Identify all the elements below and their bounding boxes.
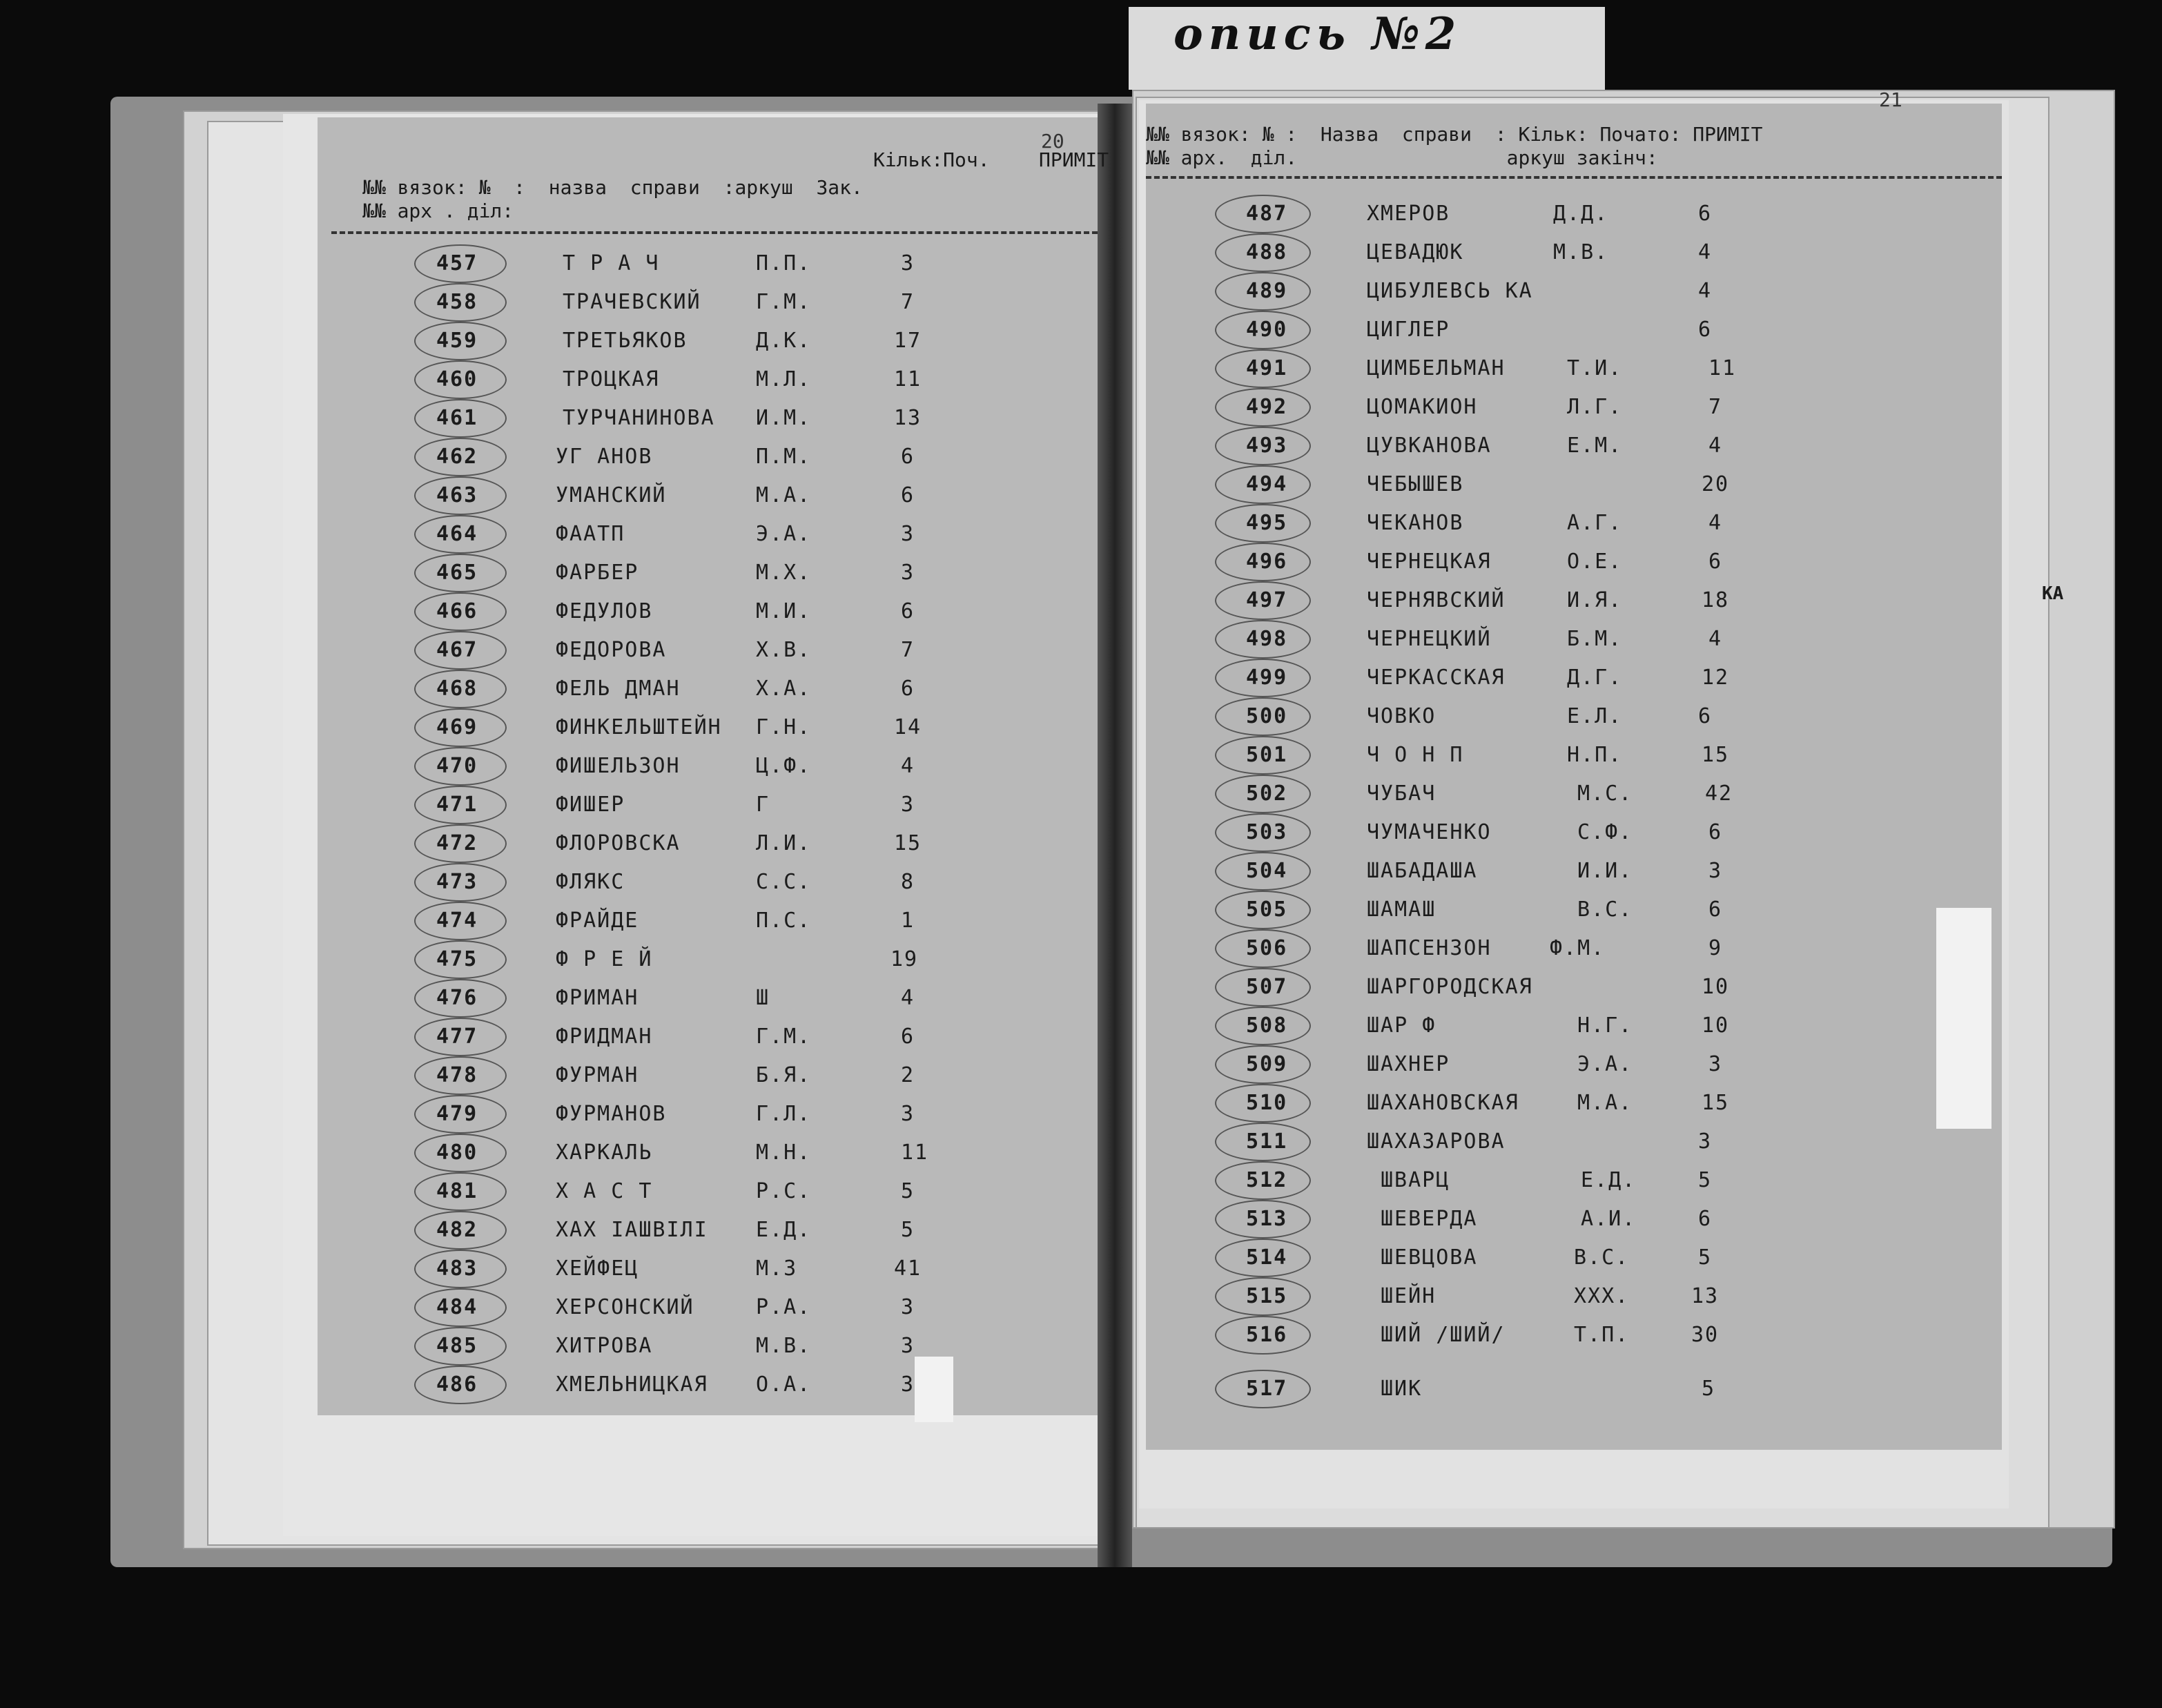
entry-name: ФУРМАН xyxy=(556,1063,639,1087)
entry-name: ШАРГОРОДСКАЯ xyxy=(1367,975,1533,999)
entry-name: ЦИБУЛЕВСЬ КА xyxy=(1367,279,1533,303)
entry-number: 487 xyxy=(1246,202,1288,226)
entry-initials: Ц.Ф. xyxy=(756,754,812,778)
entry-count: 4 xyxy=(1708,511,1723,535)
left-header-line2: №№ арх . діл: xyxy=(362,200,514,222)
entry-count: 10 xyxy=(1702,975,1730,999)
entry-count: 5 xyxy=(1698,1168,1713,1192)
entry-number: 473 xyxy=(436,870,478,894)
entry-number: 504 xyxy=(1246,859,1288,883)
entry-count: 3 xyxy=(1698,1129,1713,1154)
entry-count: 7 xyxy=(901,638,915,662)
entry-number: 509 xyxy=(1246,1052,1288,1076)
entry-initials: П.П. xyxy=(756,251,812,275)
entry-count: 6 xyxy=(1708,820,1723,844)
entry-name: ФУРМАНОВ xyxy=(556,1102,667,1126)
entry-number: 483 xyxy=(436,1256,478,1281)
entry-count: 3 xyxy=(901,1102,915,1126)
entry-number: 485 xyxy=(436,1334,478,1358)
left-page-number: 20 xyxy=(1041,130,1064,153)
entry-name: ТРАЧЕВСКИЙ xyxy=(563,290,701,314)
entry-initials: С.С. xyxy=(756,870,812,894)
entry-name: ФЕДУЛОВ xyxy=(556,599,653,623)
entry-initials: Г.Н. xyxy=(756,715,812,739)
entry-count: 8 xyxy=(901,870,915,894)
entry-name: ФЛОРОВСКА xyxy=(556,831,681,855)
entry-count: 3 xyxy=(901,793,915,817)
entry-count: 3 xyxy=(901,561,915,585)
entry-number: 499 xyxy=(1246,666,1288,690)
entry-name: ТРОЦКАЯ xyxy=(563,367,660,391)
white-sticker-right xyxy=(1936,908,1991,1129)
entry-name: ФИШЕЛЬЗОН xyxy=(556,754,681,778)
entry-count: 6 xyxy=(901,445,915,469)
entry-name: ХЕРСОНСКИЙ xyxy=(556,1295,694,1319)
entry-name: ХАХ ІАШВІЛІ xyxy=(556,1218,708,1242)
entry-initials: Л.И. xyxy=(756,831,812,855)
entry-initials: И.Я. xyxy=(1567,588,1623,612)
entry-name: Х А С Т xyxy=(556,1179,653,1203)
entry-initials: Г.М. xyxy=(756,1025,812,1049)
entry-count: 6 xyxy=(901,483,915,507)
entry-initials: А.И. xyxy=(1581,1207,1637,1231)
entry-initials: Э.А. xyxy=(756,522,812,546)
entry-number: 498 xyxy=(1246,627,1288,651)
entry-name: Ф Р Е Й xyxy=(556,947,653,971)
entry-count: 3 xyxy=(901,251,915,275)
entry-name: УМАНСКИЙ xyxy=(556,483,667,507)
entry-name: ФРИМАН xyxy=(556,986,639,1010)
entry-initials: Е.Л. xyxy=(1567,704,1623,728)
entry-number: 510 xyxy=(1246,1091,1288,1115)
entry-count: 30 xyxy=(1691,1323,1720,1347)
entry-number: 502 xyxy=(1246,782,1288,806)
entry-name: ШАБАДАША xyxy=(1367,859,1478,883)
entry-count: 13 xyxy=(1691,1284,1720,1308)
entry-name: ХМЕЛЬНИЦКАЯ xyxy=(556,1372,708,1397)
entry-count: 41 xyxy=(894,1256,922,1281)
entry-number: 516 xyxy=(1246,1323,1288,1347)
entry-number: 462 xyxy=(436,445,478,469)
entry-number: 495 xyxy=(1246,511,1288,535)
entry-count: 10 xyxy=(1702,1013,1730,1038)
entry-initials: Н.Г. xyxy=(1577,1013,1633,1038)
entry-name: ЧУБАЧ xyxy=(1367,782,1437,806)
entry-initials: О.Е. xyxy=(1567,550,1623,574)
entry-count: 42 xyxy=(1705,782,1733,806)
entry-number: 481 xyxy=(436,1179,478,1203)
entry-number: 505 xyxy=(1246,897,1288,922)
entry-name: ФААТП xyxy=(556,522,625,546)
entry-initials: Д.Г. xyxy=(1567,666,1623,690)
entry-number: 457 xyxy=(436,251,478,275)
entry-number: 459 xyxy=(436,329,478,353)
entry-count: 18 xyxy=(1702,588,1730,612)
entry-name: ЦОМАКИОН xyxy=(1367,395,1478,419)
entry-number: 478 xyxy=(436,1063,478,1087)
entry-name: УГ АНОВ xyxy=(556,445,653,469)
entry-name: ШАХАЗАРОВА xyxy=(1367,1129,1506,1154)
entry-count: 6 xyxy=(901,599,915,623)
entry-initials: Г.М. xyxy=(756,290,812,314)
entry-name: ШАМАШ xyxy=(1367,897,1437,922)
entry-initials: Е.Д. xyxy=(756,1218,812,1242)
entry-initials: Л.Г. xyxy=(1567,395,1623,419)
entry-count: 7 xyxy=(1708,395,1723,419)
entry-count: 4 xyxy=(1698,240,1713,264)
entry-number: 491 xyxy=(1246,356,1288,380)
entry-number: 488 xyxy=(1246,240,1288,264)
entry-number: 496 xyxy=(1246,550,1288,574)
entry-name: ЧЕРНЕЦКАЯ xyxy=(1367,550,1492,574)
entry-initials: Р.С. xyxy=(756,1179,812,1203)
entry-count: 3 xyxy=(901,1372,915,1397)
entry-initials: Э.А. xyxy=(1577,1052,1633,1076)
entry-initials: Г.Л. xyxy=(756,1102,812,1126)
entry-number: 514 xyxy=(1246,1245,1288,1270)
entry-name: ЦУВКАНОВА xyxy=(1367,434,1492,458)
entry-count: 5 xyxy=(1698,1245,1713,1270)
entry-name: ШАР Ф xyxy=(1367,1013,1437,1038)
entry-count: 6 xyxy=(1708,550,1723,574)
entry-count: 3 xyxy=(901,1295,915,1319)
entry-count: 15 xyxy=(1702,1091,1730,1115)
entry-name: ТУРЧАНИНОВА xyxy=(563,406,715,430)
entry-initials: Г xyxy=(756,793,770,817)
entry-name: ШАХАНОВСКАЯ xyxy=(1367,1091,1519,1115)
entry-initials: Б.Я. xyxy=(756,1063,812,1087)
entry-initials: М.А. xyxy=(1577,1091,1633,1115)
entry-count: 7 xyxy=(901,290,915,314)
entry-name: ЧУМАЧЕНКО xyxy=(1367,820,1492,844)
entry-number: 474 xyxy=(436,909,478,933)
entry-name: ЦИГЛЕР xyxy=(1367,318,1450,342)
entry-number: 501 xyxy=(1246,743,1288,767)
entry-initials: С.Ф. xyxy=(1577,820,1633,844)
right-page-number: 21 xyxy=(1879,88,1902,111)
entry-initials: Ш xyxy=(756,986,770,1010)
entry-number: 492 xyxy=(1246,395,1288,419)
entry-name: ХЕЙФЕЦ xyxy=(556,1256,639,1281)
entry-initials: М.Х. xyxy=(756,561,812,585)
entry-number: 512 xyxy=(1246,1168,1288,1192)
entry-initials: М.В. xyxy=(756,1334,812,1358)
entry-name: Ч О Н П xyxy=(1367,743,1464,767)
entry-count: 14 xyxy=(894,715,922,739)
entry-initials: Х.А. xyxy=(756,677,812,701)
right-header-divider xyxy=(1146,176,2002,179)
entry-count: 3 xyxy=(901,1334,915,1358)
entry-number: 476 xyxy=(436,986,478,1010)
entry-number: 482 xyxy=(436,1218,478,1242)
entry-initials: Д.К. xyxy=(756,329,812,353)
entry-name: ФРИДМАН xyxy=(556,1025,653,1049)
entry-name: ФЕЛЬ ДМАН xyxy=(556,677,681,701)
entry-initials: И.М. xyxy=(756,406,812,430)
entry-initials: Т.П. xyxy=(1574,1323,1630,1347)
entry-count: 5 xyxy=(901,1218,915,1242)
entry-number: 490 xyxy=(1246,318,1288,342)
entry-number: 515 xyxy=(1246,1284,1288,1308)
entry-count: 11 xyxy=(901,1141,929,1165)
entry-count: 2 xyxy=(901,1063,915,1087)
entry-initials: М.С. xyxy=(1577,782,1633,806)
entry-name: ЦЕВАДЮК xyxy=(1367,240,1464,264)
entry-initials: Е.Д. xyxy=(1581,1168,1637,1192)
entry-number: 489 xyxy=(1246,279,1288,303)
entry-number: 471 xyxy=(436,793,478,817)
entry-count: 11 xyxy=(894,367,922,391)
entry-name: ФИНКЕЛЬШТЕЙН xyxy=(556,715,722,739)
entry-initials: М.А. xyxy=(756,483,812,507)
entry-count: 13 xyxy=(894,406,922,430)
entry-count: 3 xyxy=(1708,1052,1723,1076)
entry-name: ШАХНЕР xyxy=(1367,1052,1450,1076)
entry-initials: Р.А. xyxy=(756,1295,812,1319)
entry-name: ЧЕРКАССКАЯ xyxy=(1367,666,1506,690)
entry-count: 6 xyxy=(1698,318,1713,342)
entry-count: 5 xyxy=(901,1179,915,1203)
entry-name: ЧЕКАНОВ xyxy=(1367,511,1464,535)
entry-count: 4 xyxy=(1698,279,1713,303)
entry-number: 475 xyxy=(436,947,478,971)
entry-number: 469 xyxy=(436,715,478,739)
entry-number: 480 xyxy=(436,1141,478,1165)
entry-number: 507 xyxy=(1246,975,1288,999)
entry-name: ФАРБЕР xyxy=(556,561,639,585)
entry-initials: М.И. xyxy=(756,599,812,623)
entry-count: 6 xyxy=(901,1025,915,1049)
entry-number: 465 xyxy=(436,561,478,585)
entry-count: 4 xyxy=(1708,434,1723,458)
entry-initials: О.А. xyxy=(756,1372,812,1397)
entry-initials: М.Н. xyxy=(756,1141,812,1165)
entry-name: ШВАРЦ xyxy=(1381,1168,1450,1192)
white-sticker-left xyxy=(915,1357,953,1422)
entry-initials: И.И. xyxy=(1577,859,1633,883)
entry-number: 472 xyxy=(436,831,478,855)
entry-name: Т Р А Ч xyxy=(563,251,660,275)
entry-count: 6 xyxy=(1708,897,1723,922)
entry-count: 6 xyxy=(1698,202,1713,226)
entry-initials: ХХХ. xyxy=(1574,1284,1630,1308)
entry-count: 5 xyxy=(1702,1377,1716,1401)
entry-name: ШАПСЕНЗОН xyxy=(1367,936,1492,960)
entry-name: ХМЕРОВ xyxy=(1367,202,1450,226)
entry-number: 470 xyxy=(436,754,478,778)
entry-count: 6 xyxy=(1698,704,1713,728)
entry-number: 464 xyxy=(436,522,478,546)
entry-name: ТРЕТЬЯКОВ xyxy=(563,329,688,353)
entry-count: 20 xyxy=(1702,472,1730,496)
left-header-kilk: Кільк:Поч. xyxy=(873,148,990,171)
entry-count: 3 xyxy=(1708,859,1723,883)
entry-initials: Д.Д. xyxy=(1553,202,1609,226)
entry-name: ЧЕРНЯВСКИЙ xyxy=(1367,588,1506,612)
entry-count: 19 xyxy=(890,947,919,971)
entry-number: 477 xyxy=(436,1025,478,1049)
entry-initials: М.Л. xyxy=(756,367,812,391)
entry-initials: М.В. xyxy=(1553,240,1609,264)
entry-number: 497 xyxy=(1246,588,1288,612)
entry-number: 511 xyxy=(1246,1129,1288,1154)
entry-number: 513 xyxy=(1246,1207,1288,1231)
right-header-line1: №№ вязок: № : Назва справи : Кільк: Почато: ПРИМІТ xyxy=(1146,123,1763,146)
entry-number: 494 xyxy=(1246,472,1288,496)
entry-name: ЧЕБЫШЕВ xyxy=(1367,472,1464,496)
entry-name: ХИТРОВА xyxy=(556,1334,653,1358)
entry-name: ХАРКАЛЬ xyxy=(556,1141,653,1165)
entry-number: 468 xyxy=(436,677,478,701)
entry-number: 479 xyxy=(436,1102,478,1126)
entry-initials: П.М. xyxy=(756,445,812,469)
entry-name: ФИШЕР xyxy=(556,793,625,817)
entry-number: 460 xyxy=(436,367,478,391)
entry-number: 484 xyxy=(436,1295,478,1319)
entry-initials: Е.М. xyxy=(1567,434,1623,458)
entry-number: 506 xyxy=(1246,936,1288,960)
entry-name: ЦИМБЕЛЬМАН xyxy=(1367,356,1506,380)
entry-number: 503 xyxy=(1246,820,1288,844)
entry-count: 15 xyxy=(894,831,922,855)
entry-number: 500 xyxy=(1246,704,1288,728)
left-header-line1: №№ вязок: № : назва справи :аркуш Зак. xyxy=(362,176,863,199)
entry-number: 508 xyxy=(1246,1013,1288,1038)
entry-count: 17 xyxy=(894,329,922,353)
entry-name: ШЕЙН xyxy=(1381,1284,1437,1308)
entry-number: 467 xyxy=(436,638,478,662)
entry-number: 493 xyxy=(1246,434,1288,458)
entry-number: 486 xyxy=(436,1372,478,1397)
entry-initials: Б.М. xyxy=(1567,627,1623,651)
entry-count: 6 xyxy=(901,677,915,701)
entry-initials: М.З xyxy=(756,1256,798,1281)
entry-count: 4 xyxy=(1708,627,1723,651)
inventory-label: опись №2 xyxy=(1173,8,1462,60)
entry-count: 12 xyxy=(1702,666,1730,690)
entry-count: 15 xyxy=(1702,743,1730,767)
entry-count: 4 xyxy=(901,986,915,1010)
entry-count: 11 xyxy=(1708,356,1737,380)
entry-count: 9 xyxy=(1708,936,1723,960)
entry-name: ЧОВКО xyxy=(1367,704,1437,728)
entry-initials: А.Г. xyxy=(1567,511,1623,535)
entry-name: ЧЕРНЕЦКИЙ xyxy=(1367,627,1492,651)
entry-count: 1 xyxy=(901,909,915,933)
book-spine xyxy=(1098,104,1132,1567)
left-header-prim: ПРИМІТ xyxy=(1039,148,1109,171)
left-header-divider xyxy=(331,231,1098,234)
entry-initials: Т.И. xyxy=(1567,356,1623,380)
entry-name: ШЕВЕРДА xyxy=(1381,1207,1478,1231)
entry-name: ШЕВЦОВА xyxy=(1381,1245,1478,1270)
entry-initials: Ф.М. xyxy=(1550,936,1606,960)
entry-name: ШИК xyxy=(1381,1377,1423,1401)
entry-count: 3 xyxy=(901,522,915,546)
side-fragment-text: КА xyxy=(2042,583,2064,604)
entry-name: ШИЙ /ШИЙ/ xyxy=(1381,1323,1506,1347)
entry-count: 4 xyxy=(901,754,915,778)
entry-number: 458 xyxy=(436,290,478,314)
entry-number: 517 xyxy=(1246,1377,1288,1401)
entry-name: ФРАЙДЕ xyxy=(556,909,639,933)
entry-initials: В.С. xyxy=(1574,1245,1630,1270)
entry-count: 6 xyxy=(1698,1207,1713,1231)
entry-name: ФЕДОРОВА xyxy=(556,638,667,662)
entry-name: ФЛЯКС xyxy=(556,870,625,894)
entry-initials: Х.В. xyxy=(756,638,812,662)
entry-number: 463 xyxy=(436,483,478,507)
entry-initials: П.С. xyxy=(756,909,812,933)
right-header-line2: №№ арх. діл. аркуш закінч: xyxy=(1146,146,1658,169)
entry-initials: Н.П. xyxy=(1567,743,1623,767)
entry-number: 461 xyxy=(436,406,478,430)
entry-initials: В.С. xyxy=(1577,897,1633,922)
entry-number: 466 xyxy=(436,599,478,623)
